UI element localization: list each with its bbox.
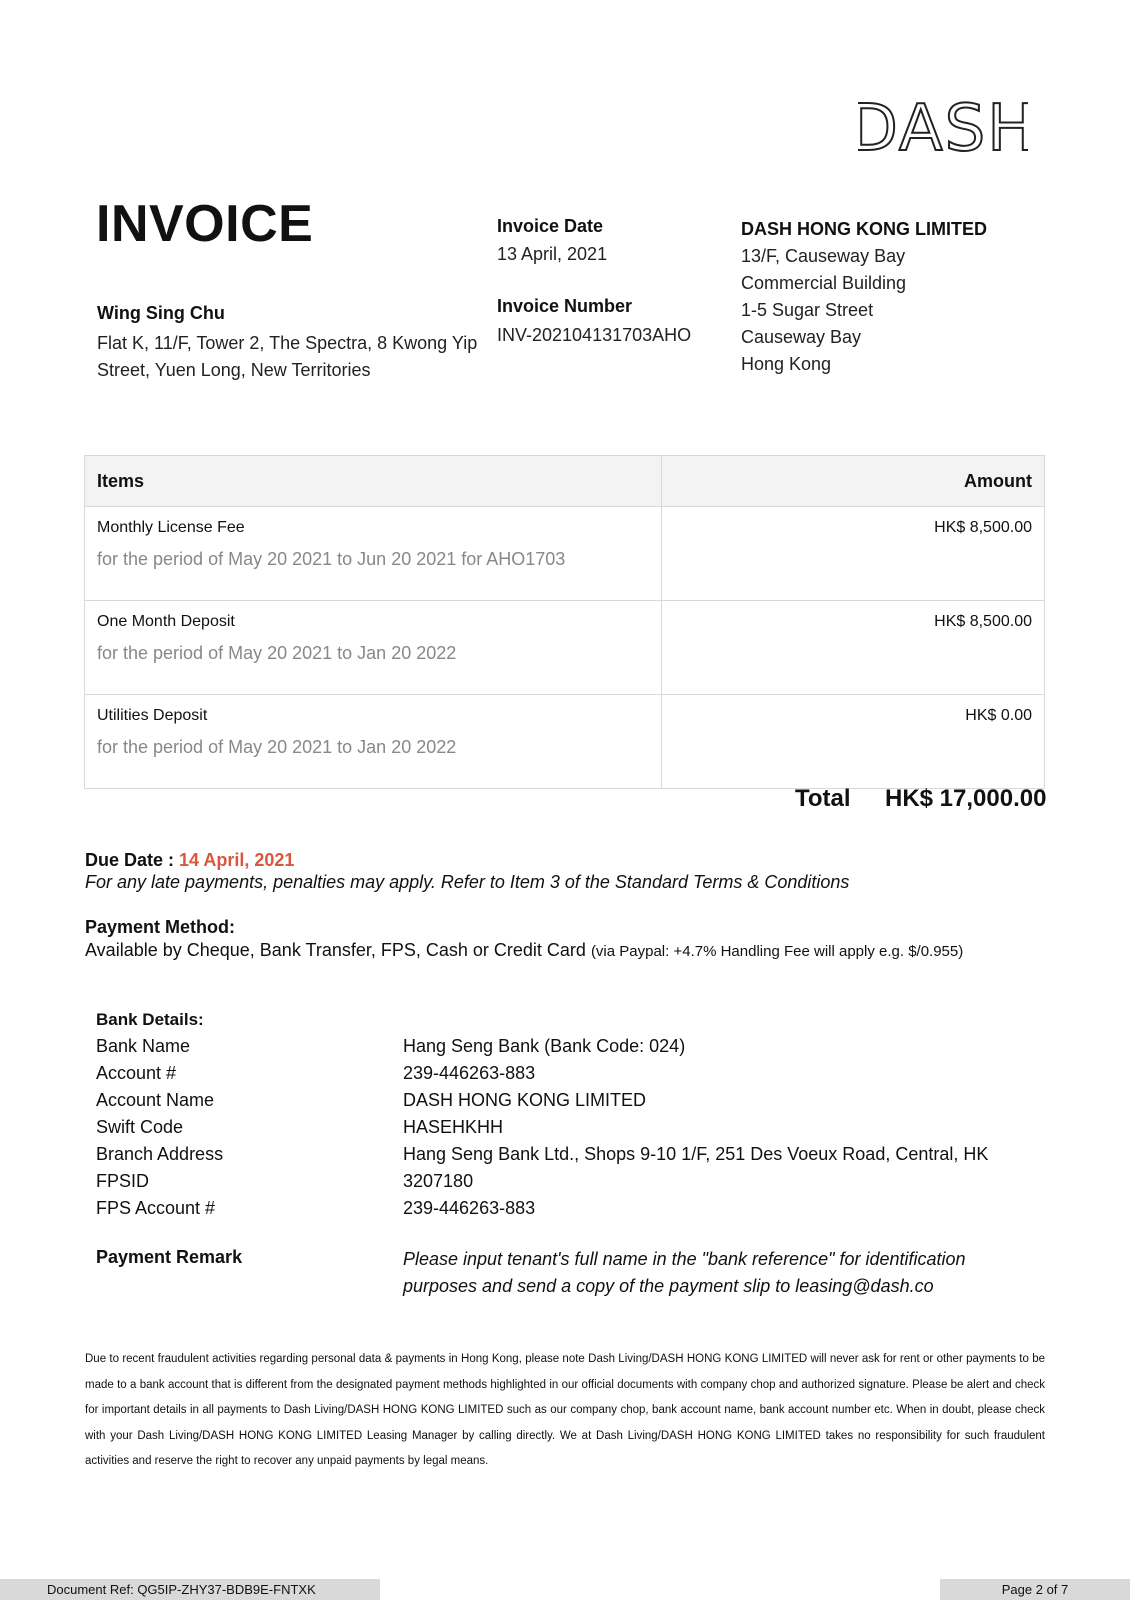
item-cell	[85, 695, 662, 789]
bank-detail-key: Swift Code	[96, 1117, 184, 1137]
bank-detail-row	[96, 1144, 1026, 1171]
late-payment-note: For any late payments, penalties may apply. Refer to Item 3 of the Standard Terms & Conditions	[85, 872, 850, 892]
item-description: for the period of May 20 2021 to Jan 20 2022	[97, 737, 457, 757]
document-reference: Document Ref: QG5IP-ZHY37-BDB9E-FNTXK	[0, 1579, 380, 1600]
invoice-date: 13 April, 2021	[497, 244, 608, 264]
due-date-value: 14 April, 2021	[179, 850, 295, 870]
item-cell	[85, 601, 662, 695]
bank-detail-value: 239-446263-883	[403, 1063, 536, 1083]
page-number: Page 2 of 7	[940, 1579, 1130, 1600]
company-address-line: Causeway Bay	[741, 327, 862, 347]
company-address-line: 1-5 Sugar Street	[741, 300, 874, 320]
dash-logo-text: DASH	[858, 92, 1028, 166]
bank-detail-key: Branch Address	[96, 1144, 224, 1164]
payment-method-text: Available by Cheque, Bank Transfer, FPS, Cash or Credit Card	[85, 940, 586, 960]
bank-detail-row	[96, 1117, 1026, 1144]
table-row	[85, 507, 1045, 601]
payment-method-note: (via Paypal: +4.7% Handling Fee will apply e.g. $/0.955)	[590, 943, 964, 960]
item-amount: HK$ 8,500.00	[662, 507, 1045, 601]
bank-detail-key: FPSID	[96, 1171, 150, 1191]
item-name: One Month Deposit	[97, 613, 235, 630]
bank-detail-row	[96, 1063, 1026, 1090]
company-address-line: 13/F, Causeway Bay	[741, 246, 906, 266]
bank-detail-value: Hang Seng Bank Ltd., Shops 9-10 1/F, 251 Des Voeux Road, Central, HK	[403, 1144, 989, 1164]
item-name: Utilities Deposit	[97, 707, 208, 724]
table-header-row	[85, 456, 1045, 507]
column-header-amount: Amount	[662, 456, 1045, 507]
bank-detail-row	[96, 1198, 1026, 1225]
table-row	[85, 601, 1045, 695]
payment-method-label: Payment Method:	[85, 917, 236, 937]
item-name: Monthly License Fee	[97, 519, 245, 536]
bank-detail-value: HASEHKHH	[403, 1117, 504, 1137]
table-row	[85, 695, 1045, 789]
bank-detail-value: 239-446263-883	[403, 1198, 536, 1218]
bank-detail-row	[96, 1036, 1026, 1063]
item-cell	[85, 507, 662, 601]
bank-detail-key: Account #	[96, 1063, 177, 1083]
company-address-line: Commercial Building	[741, 273, 907, 293]
total-value: HK$ 17,000.00	[885, 785, 1047, 812]
payment-remark-label: Payment Remark	[96, 1247, 243, 1267]
bank-detail-value: DASH HONG KONG LIMITED	[403, 1090, 647, 1110]
item-description: for the period of May 20 2021 to Jan 20 2022	[97, 643, 457, 663]
bank-detail-row	[96, 1090, 1026, 1117]
bank-detail-key: Bank Name	[96, 1036, 191, 1056]
payment-method	[85, 940, 963, 961]
column-header-items: Items	[85, 456, 662, 507]
customer-address: Flat K, 11/F, Tower 2, The Spectra, 8 Kwong Yip Street, Yuen Long, New Territories	[97, 333, 478, 380]
item-description: for the period of May 20 2021 to Jun 20 2021 for AHO1703	[97, 549, 566, 569]
item-amount: HK$ 0.00	[662, 695, 1045, 789]
bank-details-heading: Bank Details:	[96, 1010, 204, 1029]
due-date	[85, 850, 294, 871]
bank-detail-value: 3207180	[403, 1171, 474, 1191]
company-address-line: Hong Kong	[741, 354, 832, 374]
customer-name: Wing Sing Chu	[97, 303, 225, 323]
bank-detail-value: Hang Seng Bank (Bank Code: 024)	[403, 1036, 686, 1056]
dash-logo	[858, 88, 1028, 166]
invoice-number: INV-202104131703AHO	[497, 325, 692, 345]
bank-detail-key: FPS Account #	[96, 1198, 216, 1218]
page-title: INVOICE	[96, 195, 314, 253]
bank-detail-key: Account Name	[96, 1090, 215, 1110]
fraud-notice: Due to recent fraudulent activities regarding personal data & payments in Hong Kong, please note Dash Living/DASH HONG KONG LIMITED will never ask for rent or other payments to be made to a bank account that is different from the designated payment methods highlighted in our official documents with company chop and authorized signature. Please be alert and check for important details in all payments to Dash Living/DASH HONG KONG LIMITED such as our company chop, bank account name, bank account number etc. When in doubt, please check with your Dash Living/DASH HONG KONG LIMITED Leasing Manager by calling directly. We at Dash Living/DASH HONG KONG LIMITED takes no responsibility for such fraudulent activities and reserve the right to recover any unpaid payments by legal means.	[85, 1353, 1045, 1467]
item-amount: HK$ 8,500.00	[662, 601, 1045, 695]
payment-remark: Please input tenant's full name in the "bank reference" for identification purposes and send a copy of the payment slip to leasing@dash.co	[403, 1249, 966, 1296]
company-name: DASH HONG KONG LIMITED	[741, 219, 987, 239]
total-label: Total	[795, 785, 851, 812]
invoice-number-label: Invoice Number	[497, 296, 633, 316]
invoice-date-label: Invoice Date	[497, 216, 604, 236]
items-table	[84, 455, 1045, 789]
bank-detail-row	[96, 1171, 1026, 1198]
company-address-block	[741, 216, 987, 378]
due-date-label: Due Date :	[85, 850, 175, 870]
